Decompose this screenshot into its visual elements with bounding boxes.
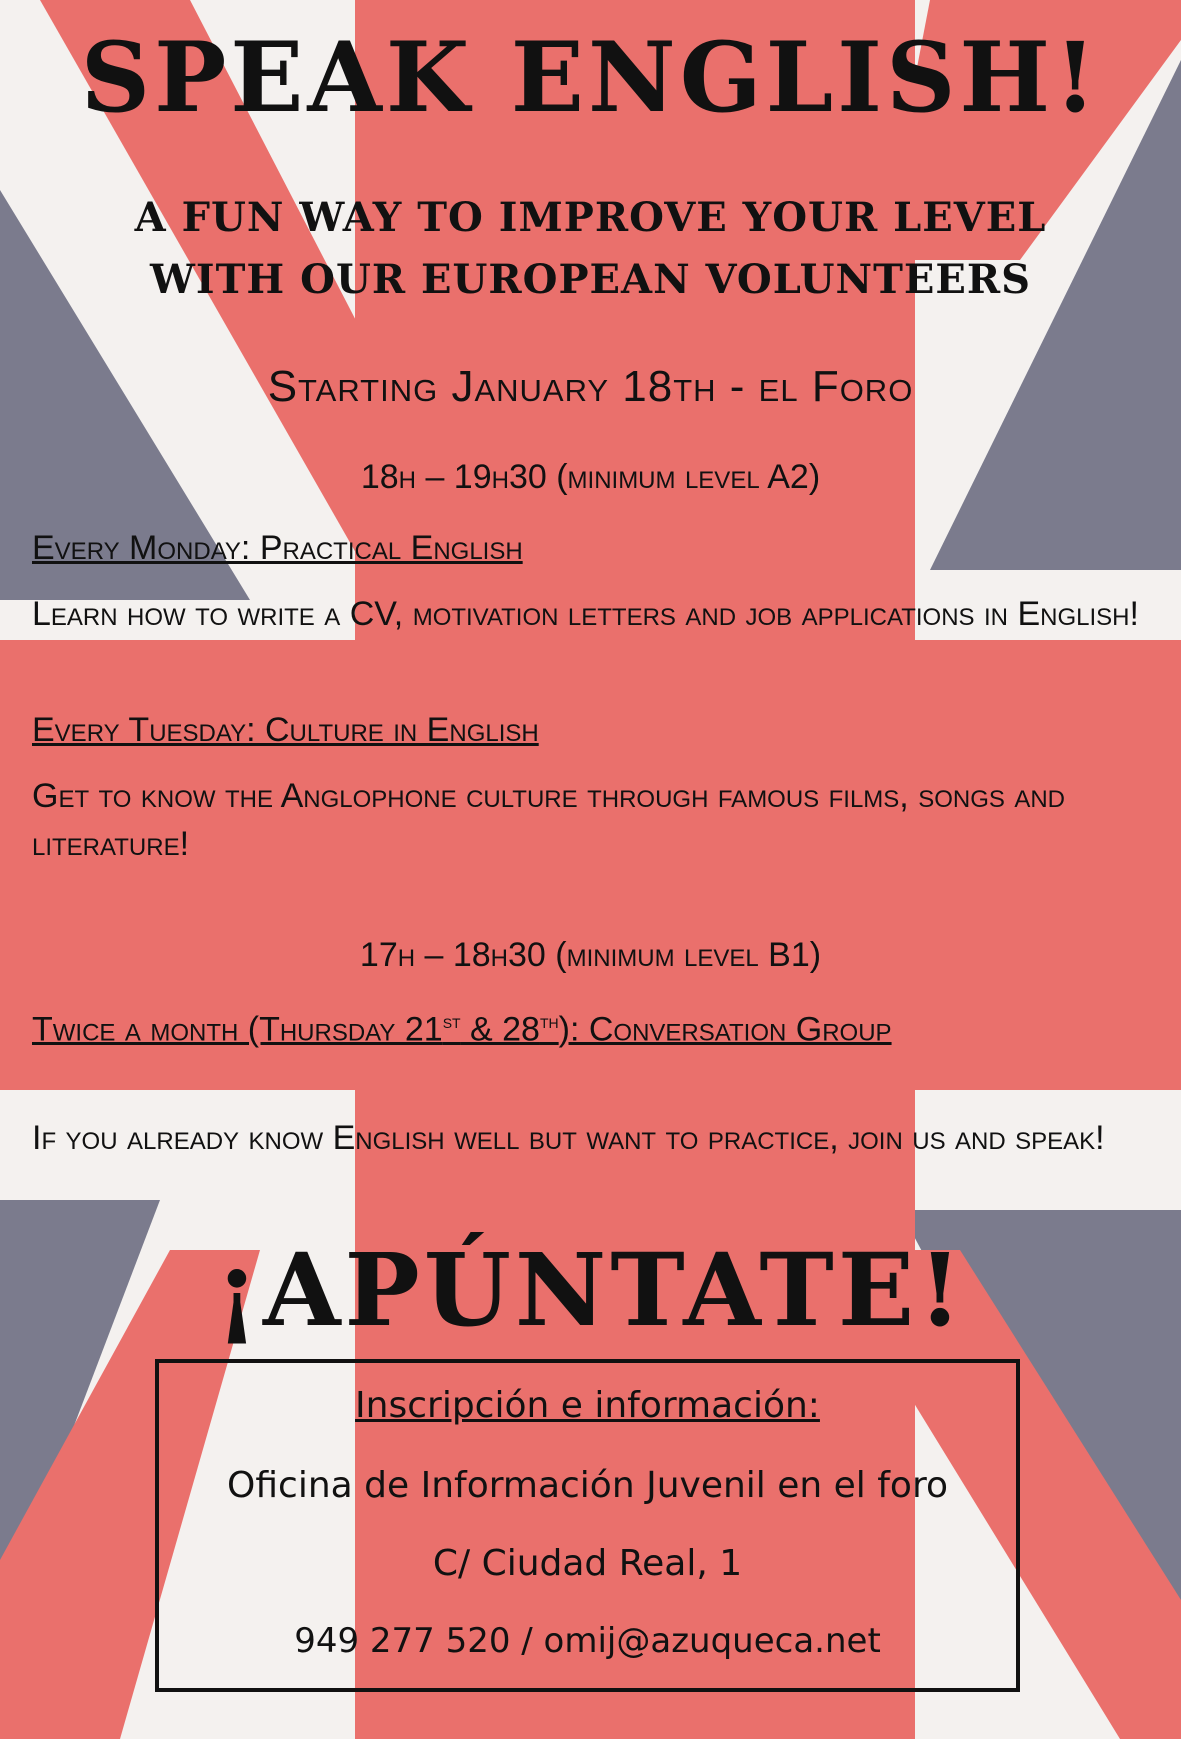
info-title: Inscripción e información: [355,1385,820,1426]
call-to-action: ¡APÚNTATE! [215,1231,966,1349]
session-1-time: 18h – 19h30 (minimum level A2) [360,458,821,496]
conversation-heading-part-3: ): Conversation Group [558,1010,892,1049]
subtitle-line-1: A FUN WAY TO IMPROVE YOUR LEVEL [134,194,1047,241]
headline: SPEAK ENGLISH! [80,21,1101,134]
start-date: Starting January 18th - el Foro [267,362,914,411]
tuesday-heading: Every Tuesday: Culture in English [32,711,539,749]
info-contact: 949 277 520 / omij@azuqueca.net [294,1621,881,1661]
conversation-group-description: If you already know English well but want to practice, join us and speak! [32,1119,1105,1157]
session-2-time: 17h – 18h30 (minimum level B1) [359,936,822,974]
conversation-heading-part-2: & 28 [460,1010,540,1049]
conversation-heading-part-1: Twice a month (Thursday 21 [32,1010,443,1049]
conversation-group-heading [32,998,1152,1053]
info-office: Oficina de Información Juvenil en el foro [227,1465,948,1506]
info-address: C/ Ciudad Real, 1 [432,1543,743,1584]
conversation-heading-sup-2: th [539,1011,559,1033]
conversation-heading-sup-1: st [442,1011,461,1033]
monday-description: Learn how to write a CV, motivation letters and job applications in English! [32,595,1139,633]
tuesday-description: Get to know the Anglophone culture through famous films, songs and literature! [32,777,1066,863]
subtitle-line-2: WITH OUR EUROPEAN VOLUNTEERS [150,256,1031,303]
monday-heading: Every Monday: Practical English [32,529,523,567]
info-box [155,1359,1020,1692]
